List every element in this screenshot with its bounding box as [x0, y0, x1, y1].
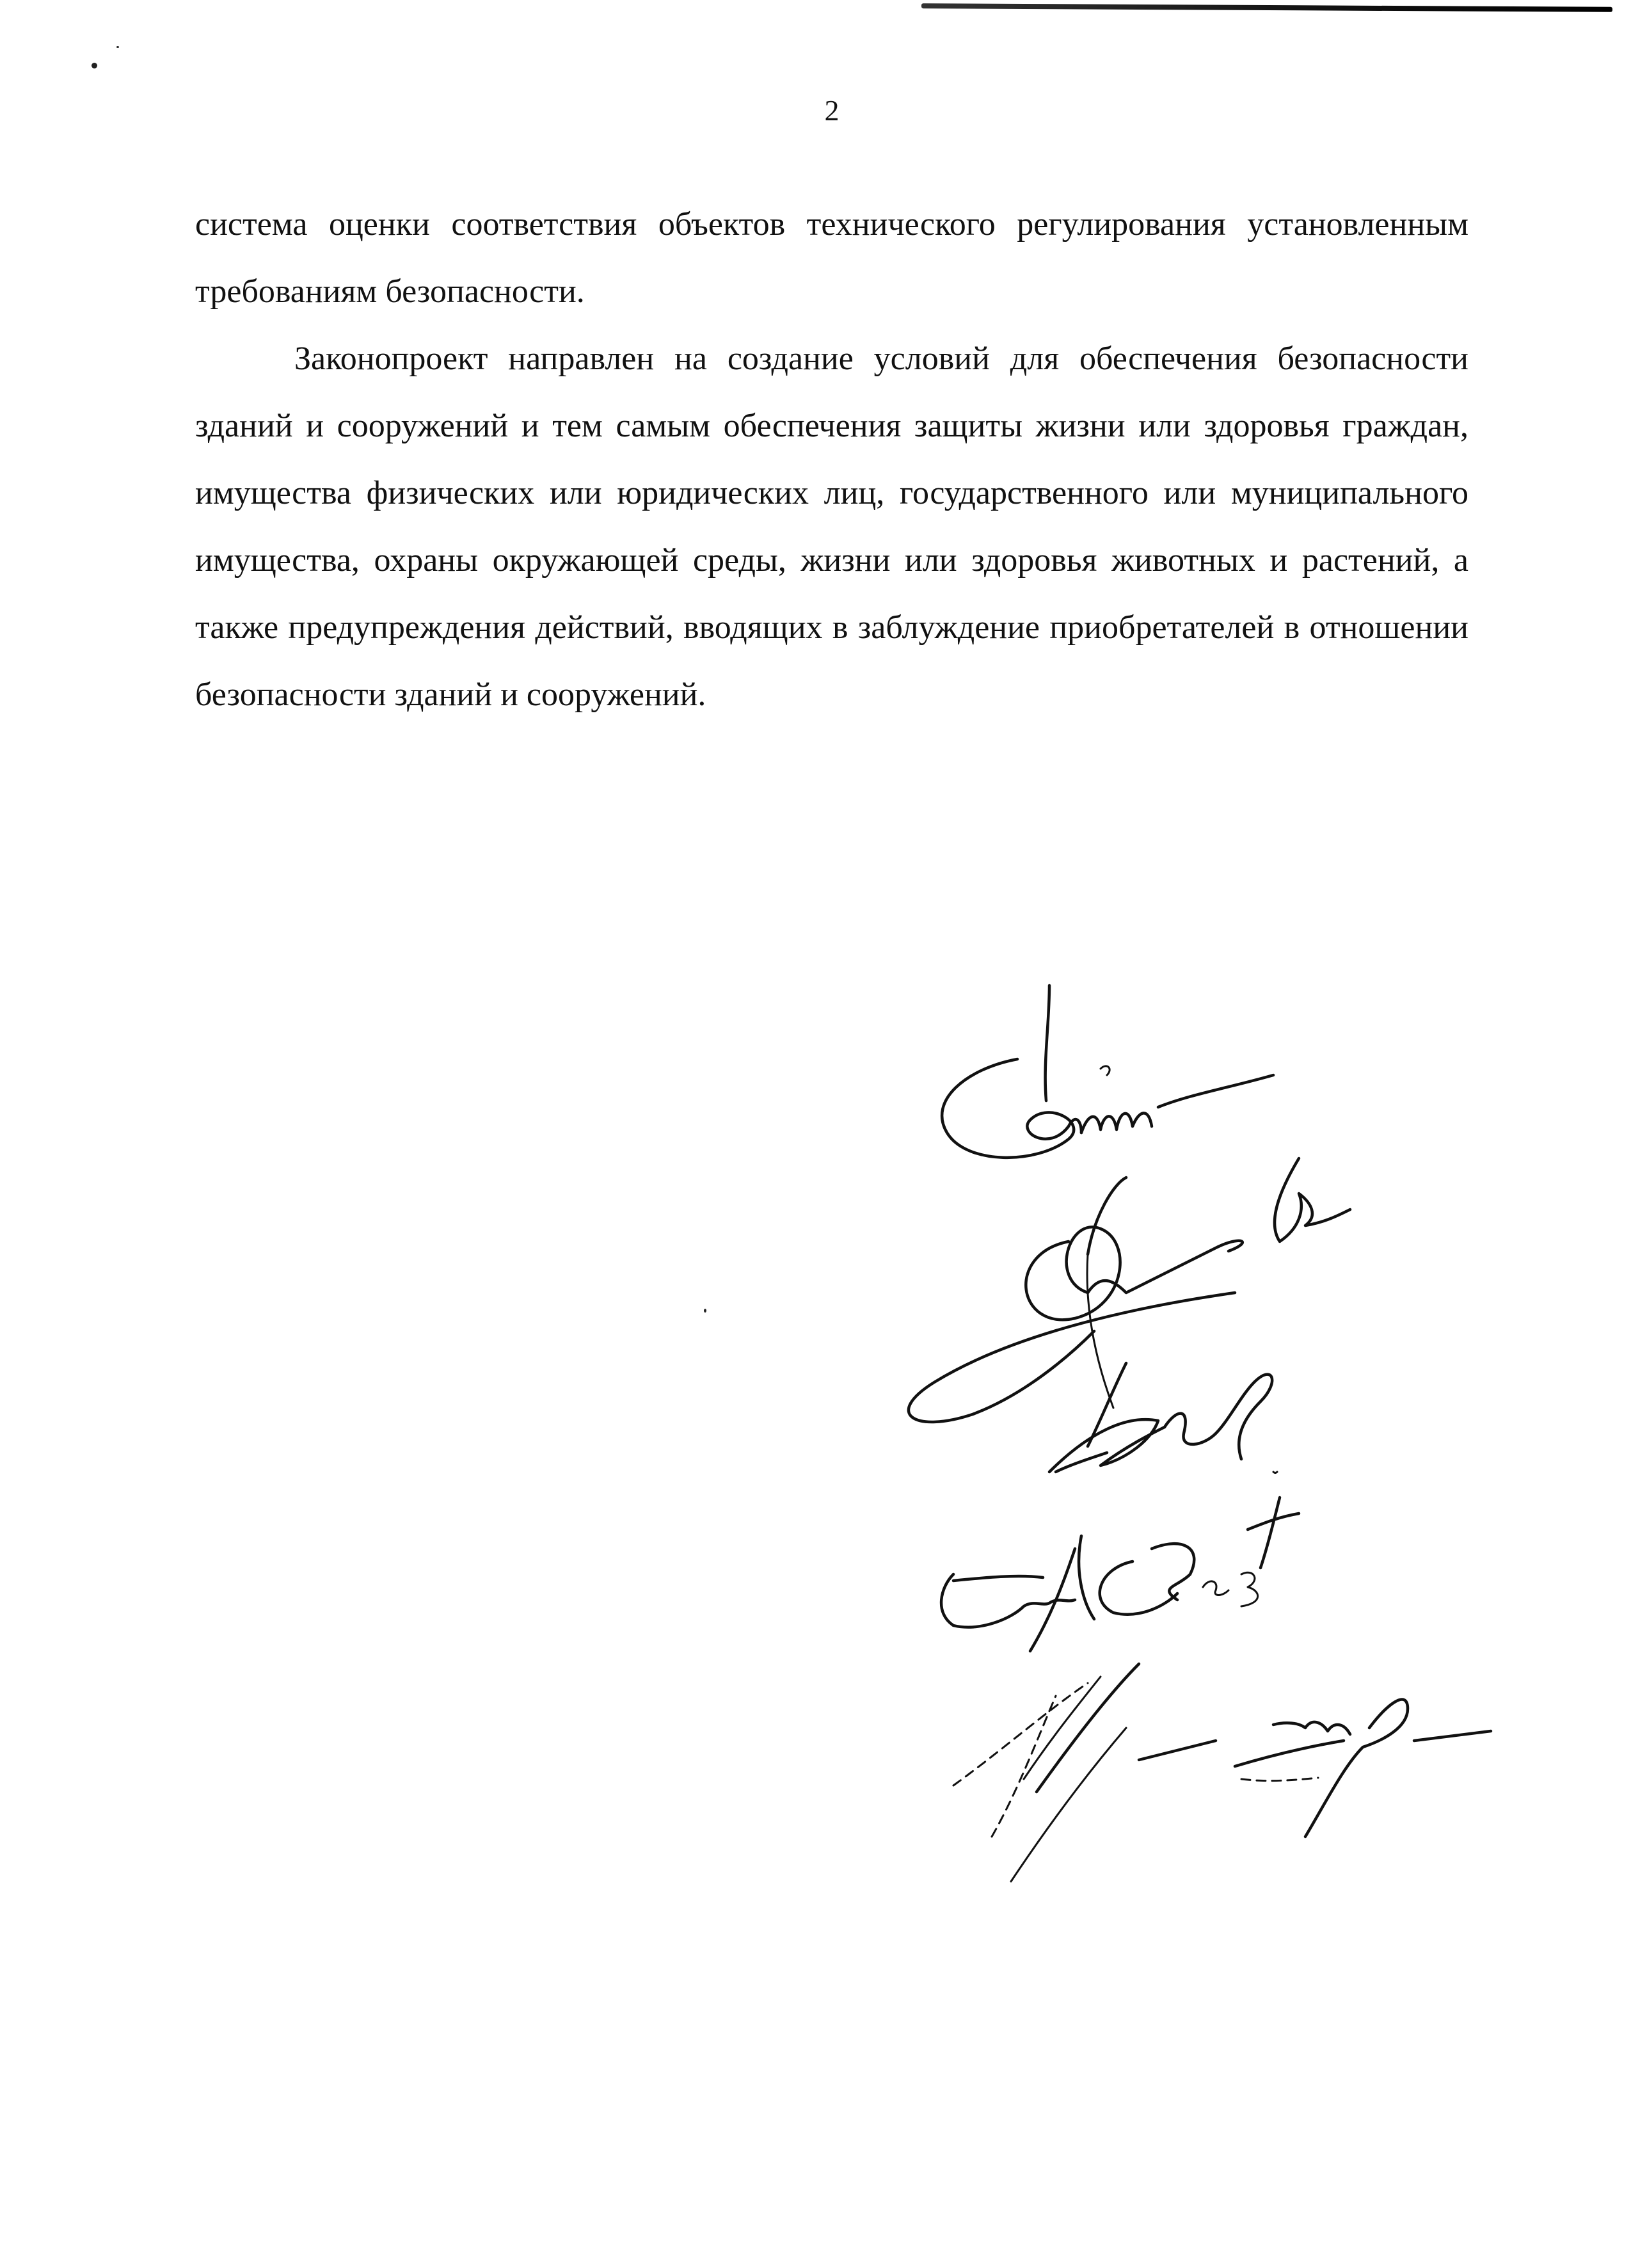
signature-3 [1049, 1363, 1277, 1473]
signature-2 [909, 1158, 1350, 1422]
signature-5 [953, 1664, 1491, 1881]
paragraph: Законопроект направлен на создание условий для обеспечения безопасности зданий и сооружений и тем самым обеспечения защиты жизни или здоровья граждан, имущества физических или юридических лиц, государственного или муниципального имущества, охраны окружающей среды, жизни или здоровья животных и растений, а также предупреждения действий, вводящих в заблуждение приобретателей в отношении безопасности зданий и сооружений. [195, 340, 1468, 713]
signature-block [857, 973, 1561, 1933]
signature-4 [941, 1497, 1299, 1651]
page-number: 2 [824, 94, 839, 127]
scan-edge-rule [921, 3, 1612, 12]
scan-speck [91, 63, 97, 68]
signatures-svg [857, 973, 1561, 1933]
paragraph: система оценки соответствия объектов технического регулирования установленным требованиям безопасности. [195, 206, 1468, 310]
document-body [195, 191, 1468, 728]
signature-1 [942, 986, 1273, 1158]
scan-speck [704, 1309, 706, 1313]
scan-speck [116, 46, 119, 48]
